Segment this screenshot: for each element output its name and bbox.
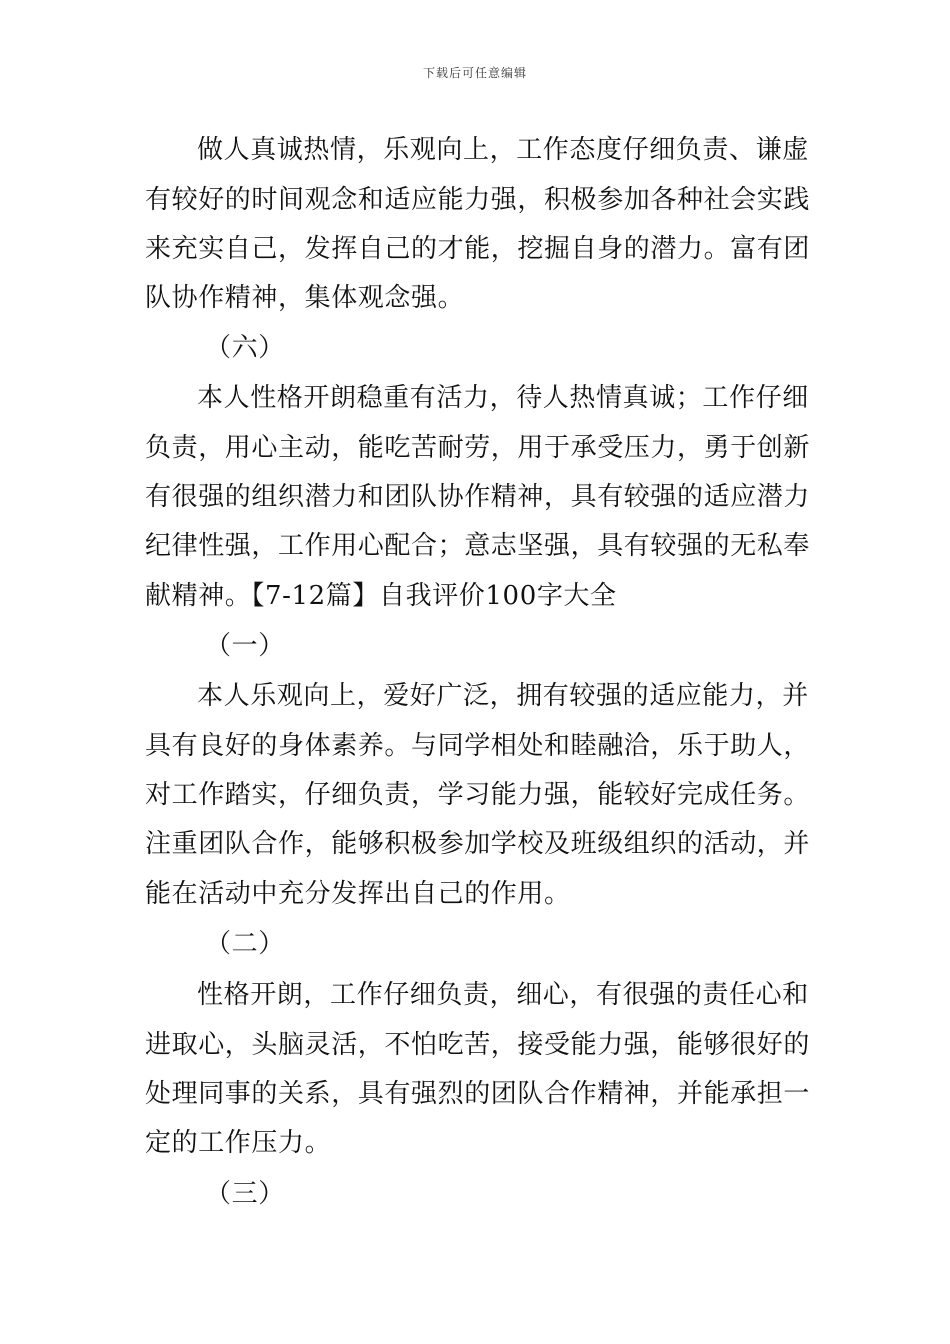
section-heading: （二） xyxy=(205,929,285,959)
paragraph-line: 纪律性强，工作用心配合；意志坚强，具有较强的无私奉 xyxy=(145,531,811,561)
section-heading: （三） xyxy=(205,1179,285,1209)
paragraph-line: 性格开朗，工作仔细负责，细心，有很强的责任心和 xyxy=(197,980,809,1010)
paragraph-line: 队协作精神，集体观念强。 xyxy=(145,283,465,313)
paragraph-line: 献精神。【7-12篇】自我评价100字大全 xyxy=(145,581,617,611)
paragraph-line: 本人乐观向上，爱好广泛，拥有较强的适应能力，并 xyxy=(197,681,809,711)
header-note: 下载后可任意编辑 xyxy=(422,66,527,80)
paragraph-line: 有很强的组织潜力和团队协作精神，具有较强的适应潜力 xyxy=(145,482,811,512)
paragraph-line: 定的工作压力。 xyxy=(145,1128,332,1158)
paragraph-line: 负责，用心主动，能吃苦耐劳，用于承受压力，勇于创新 xyxy=(145,433,811,463)
paragraph-line: 做人真诚热情，乐观向上，工作态度仔细负责、谦虚 xyxy=(197,135,809,165)
paragraph-line: 处理同事的关系，具有强烈的团队合作精神，并能承担一 xyxy=(145,1079,811,1109)
section-heading: （六） xyxy=(205,333,285,363)
paragraph-line: 具有良好的身体素养。与同学相处和睦融洽，乐于助人， xyxy=(145,731,811,761)
section-heading: （一） xyxy=(205,631,285,661)
paragraph-line: 本人性格开朗稳重有活力，待人热情真诚；工作仔细 xyxy=(197,383,809,413)
paragraph-line: 能在活动中充分发挥出自己的作用。 xyxy=(145,879,571,909)
paragraph-line: 进取心，头脑灵活，不怕吃苦，接受能力强，能够很好的 xyxy=(145,1030,811,1060)
paragraph-line: 对工作踏实，仔细负责，学习能力强，能较好完成任务。 xyxy=(145,780,811,810)
paragraph-line: 注重团队合作，能够积极参加学校及班级组织的活动，并 xyxy=(145,829,811,859)
paragraph-line: 来充实自己，发挥自己的才能，挖掘自身的潜力。富有团 xyxy=(145,234,811,264)
paragraph-line: 有较好的时间观念和适应能力强，积极参加各种社会实践 xyxy=(145,185,811,215)
